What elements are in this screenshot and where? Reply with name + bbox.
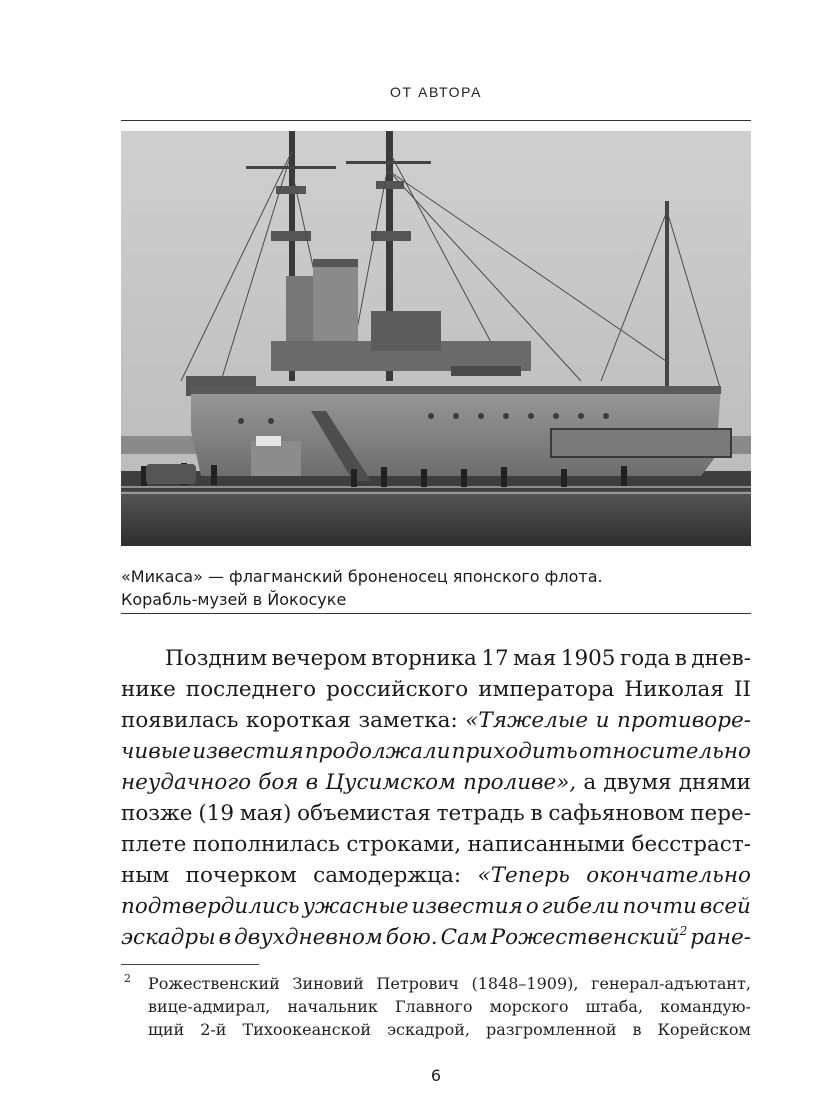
quote-word: в <box>305 770 319 795</box>
caption-line: Корабль-музей в Йокосуке <box>121 590 347 609</box>
header-rule <box>121 120 751 121</box>
word: Корейском <box>657 1020 751 1039</box>
word: морского <box>489 997 569 1016</box>
quote-word: известия <box>411 894 523 919</box>
caption-line: «Микаса» — флагманский броненосец японского флота. <box>121 567 603 586</box>
word: пере- <box>690 801 751 826</box>
word: ным <box>121 863 170 888</box>
battleship-photo-icon <box>121 131 751 546</box>
word: Рожественский <box>148 974 280 993</box>
footnote-line <box>121 1018 751 1041</box>
word: щий <box>148 1020 185 1039</box>
text-line <box>121 860 751 891</box>
text-line <box>121 922 751 953</box>
quote-word: Сам <box>440 925 488 950</box>
quote-word: Цусимском <box>325 770 456 795</box>
word: (1848–1909), <box>471 974 579 993</box>
photo-caption <box>121 565 751 611</box>
word: мая <box>513 646 557 671</box>
word: появилась <box>121 708 239 733</box>
quote-word: «Теперь <box>477 863 570 888</box>
footnote <box>121 972 751 1041</box>
word: Тихоокеанской <box>242 1020 372 1039</box>
quote-word: боя <box>258 770 299 795</box>
quote-word: и <box>595 708 610 733</box>
word: эскадрой, <box>387 1020 470 1039</box>
quote-word: противоре- <box>616 708 751 733</box>
word: заметка: <box>358 708 458 733</box>
word: в <box>530 801 543 826</box>
word: штаба, <box>585 997 644 1016</box>
word: пополнилась <box>192 832 340 857</box>
quote-word: двухдневном <box>234 925 383 950</box>
quote-word: «Тяжелые <box>465 708 589 733</box>
quote-word <box>491 922 688 953</box>
word: начальник <box>287 997 378 1016</box>
quote-word: приходить <box>451 739 578 764</box>
quote-word: почти <box>622 894 697 919</box>
text-line <box>121 705 751 736</box>
word: короткая <box>246 708 351 733</box>
footnote-line <box>121 995 751 1018</box>
footnote-reference[interactable]: 2 <box>679 924 688 938</box>
word: нике <box>121 677 176 702</box>
caption-rule <box>121 613 751 614</box>
quote-word: подтвердились <box>121 894 300 919</box>
word: командую- <box>660 997 751 1016</box>
text-line <box>121 798 751 829</box>
quote-word: относительно <box>579 739 751 764</box>
footnote-rule <box>121 964 259 965</box>
word: года <box>619 646 671 671</box>
text-line <box>121 767 751 798</box>
word: (19 <box>198 801 235 826</box>
word: вечером <box>271 646 367 671</box>
word: написанными <box>467 832 626 857</box>
quote-word: гибели <box>541 894 620 919</box>
quote-word: бою. <box>385 925 438 950</box>
word: сафьяновом <box>548 801 685 826</box>
word: 17 <box>481 646 509 671</box>
quote-word: ране- <box>690 925 751 950</box>
quote-word: эскадры <box>121 925 216 950</box>
word: Поздним <box>165 646 268 671</box>
running-header: ОТ АВТОРА <box>389 84 483 100</box>
word: мая) <box>239 801 292 826</box>
word: Николая <box>624 677 724 702</box>
word: 2-й <box>200 1020 227 1039</box>
quote-word: в <box>218 925 232 950</box>
word: последнего <box>185 677 317 702</box>
word: в <box>632 1020 642 1039</box>
word: строками, <box>346 832 462 857</box>
word: двумя <box>603 770 672 795</box>
word: самодержца: <box>313 863 462 888</box>
word: генерал-адъютант, <box>591 974 751 993</box>
quote-word: о <box>525 894 539 919</box>
word: бесстраст- <box>631 832 751 857</box>
text-line <box>121 891 751 922</box>
word: разгромленной <box>486 1020 617 1039</box>
word: Главного <box>394 997 473 1016</box>
word: в <box>674 646 687 671</box>
footnote-number: 2 <box>124 972 131 985</box>
word: 1905 <box>560 646 616 671</box>
main-text <box>121 643 751 953</box>
text-line <box>121 643 751 674</box>
word: II <box>733 677 751 702</box>
word: днями <box>678 770 751 795</box>
word: вторника <box>371 646 477 671</box>
footnote-line <box>121 972 751 995</box>
quote-word: известия <box>192 739 304 764</box>
word: почерком <box>185 863 297 888</box>
word: вице-адмирал, <box>148 997 271 1016</box>
text-line <box>121 674 751 705</box>
word: позже <box>121 801 193 826</box>
quote-word: ужасные <box>302 894 409 919</box>
word: днев- <box>691 646 751 671</box>
battleship-photo <box>121 131 751 546</box>
quote-word: неудачного <box>121 770 252 795</box>
quote-word: продолжали <box>304 739 451 764</box>
word: Рожественский <box>490 925 680 950</box>
text-line <box>121 829 751 860</box>
quote-word: чивые <box>121 739 191 764</box>
word: плете <box>121 832 187 857</box>
word: а <box>583 770 597 795</box>
page-number: 6 <box>430 1066 442 1085</box>
word: российского <box>326 677 469 702</box>
word: тетрадь <box>436 801 525 826</box>
text-line <box>121 736 751 767</box>
quote-word: всей <box>699 894 751 919</box>
word: императора <box>478 677 615 702</box>
quote-word: проливе», <box>462 770 577 795</box>
word: объемистая <box>297 801 431 826</box>
word: Петрович <box>376 974 459 993</box>
quote-word: окончательно <box>586 863 751 888</box>
word: Зиновий <box>292 974 364 993</box>
